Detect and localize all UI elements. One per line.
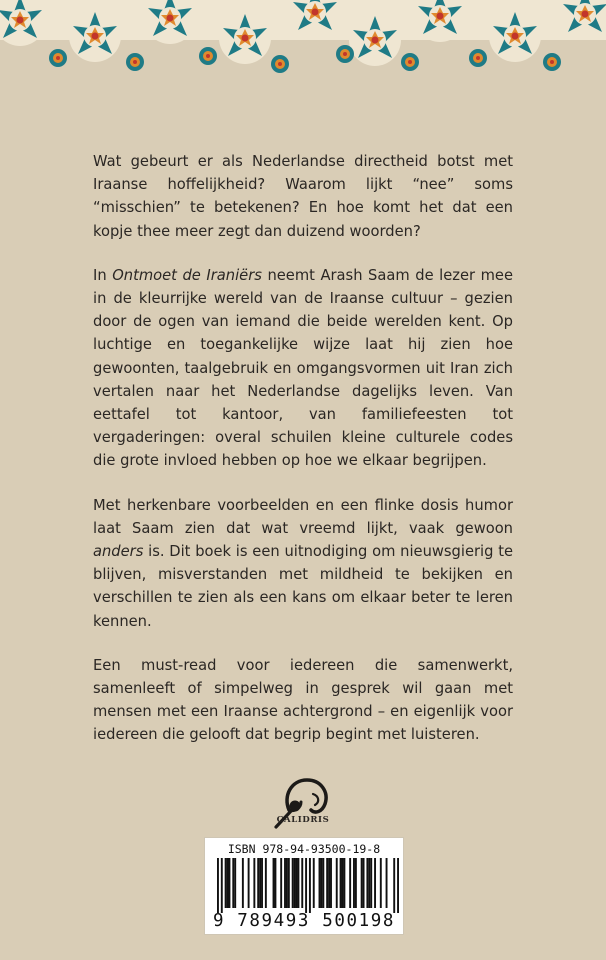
barcode-bar [253,858,255,908]
text-run: Met herkenbare voorbeelden en een flinke dosis humor laat Saam zien dat wat vreemd lijkt, vaak gewoon [93,496,513,537]
barcode-bar [274,858,276,908]
barcode-bar [326,858,328,908]
barcode-bar [257,858,259,908]
barcode-bar [349,858,351,908]
barcode-bar [286,858,288,908]
barcode-bar [232,858,234,908]
barcode-bar [297,858,299,908]
blurb-paragraph-3 [93,494,513,633]
isbn-label: ISBN 978-94-93500-19-8 [227,842,381,856]
barcode-bar [292,858,294,908]
italic-text: Ontmoet de Iraniërs [112,266,262,284]
barcode-bar [225,858,227,908]
barcode-bar [227,858,229,908]
barcode-bar [322,858,324,908]
text-run: In [93,266,113,284]
barcode-bar [265,858,267,908]
barcode-bar [301,858,303,908]
barcode-bar [234,858,236,908]
text-run: Een must-read voor iedereen die samenwerkt, samenleeft of simpelweg in gesprek wil gaan met mensen met een Iraanse achtergrond – en eigenlijk voor iedereen die gelooft dat begrip begint met luisteren. [93,656,513,744]
barcode-bar [370,858,372,908]
blurb-paragraph-2 [93,264,513,473]
publisher-name: CALIDRIS [276,815,330,825]
barcode-bar [313,858,315,908]
barcode-bar [273,858,275,908]
barcode-bar [343,858,345,908]
barcode-bar [296,858,298,908]
barcode-bars [217,858,399,913]
barcode-bar [309,858,311,913]
barcode-bar [330,858,332,908]
barcode-bar [368,858,370,908]
barcode-bar [284,858,286,908]
ornament-border [0,0,606,78]
barcode-bar [305,858,307,913]
ean-digits: 9 789493 500198 [212,911,396,931]
barcode-bar [366,858,368,908]
barcode-bar [248,858,250,908]
italic-text: anders [93,543,144,561]
barcode-bar [221,858,223,913]
barcode-bar [353,858,355,908]
barcode-bar [259,858,261,908]
barcode-bar [361,858,363,908]
barcode-bar [393,858,395,913]
blurb-paragraph-4 [93,654,513,747]
barcode-bar [228,858,230,908]
barcode-bar [319,858,321,908]
barcode-bar [320,858,322,908]
barcode-bar [280,858,282,908]
text-run: is. Dit boek is een uitnodiging om nieuwsgierig te blijven, misverstanden met mildheid te bekijken en verschillen te zien als een kans om elkaar beter te leren kennen. [93,543,513,630]
barcode-bar [294,858,296,908]
barcode-bar [397,858,399,913]
barcode-bar [340,858,342,908]
barcode-bar [386,858,388,908]
barcode-bar [217,858,219,913]
barcode-bar [380,858,382,908]
barcode-bar [242,858,244,908]
barcode-bar [374,858,376,908]
blurb-paragraph-1 [93,150,513,243]
barcode-bar [336,858,338,908]
barcode-bar [288,858,290,908]
text-run: Wat gebeurt er als Nederlandse directheid botst met Iraanse hoffelijkheid? Waarom lijkt “nee” soms “misschien” te betekenen? En hoe komt het dat een kopje thee meer zegt dan duizend woorden? [93,153,513,240]
text-run: neemt Arash Saam de lezer mee in de kleurrijke wereld van de Iraanse cultuur – gezien door de ogen van iemand die beide werelden kent. Op luchtige en toegankelijke wijze laat hij zien hoe gewoonten, taalgebruik en omgangsvormen uit Iran zich vertalen naar het Nederlandse dagelijks leven. Van eettafel tot kantoor, van familiefeesten tot vergaderingen: overal schuilen kleine culturele codes die grote invloed hebben op hoe we elkaar begrijpen. [93,266,514,470]
barcode [204,837,404,935]
barcode-bar [328,858,330,908]
back-cover-blurb [93,150,513,768]
barcode-bar [261,858,263,908]
barcode-bar [355,858,357,908]
barcode-bar [363,858,365,908]
barcode-bar [342,858,344,908]
